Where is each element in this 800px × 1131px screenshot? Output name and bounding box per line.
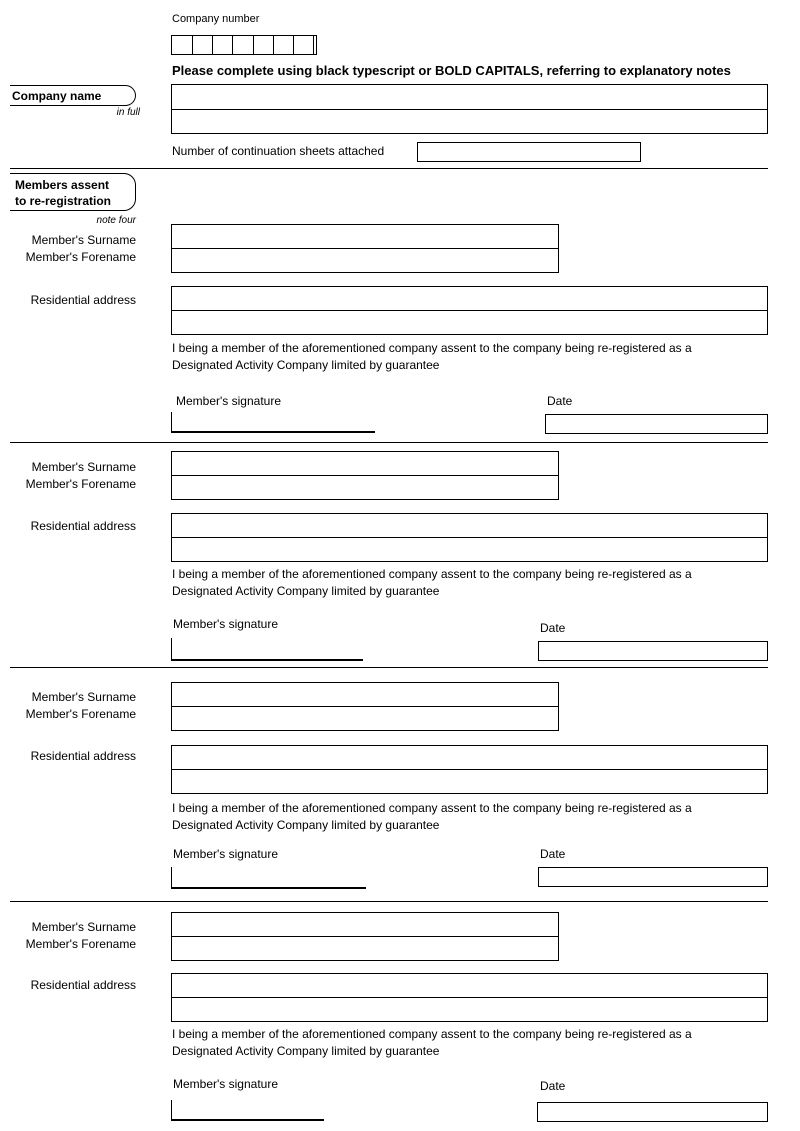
- member-1-name-field[interactable]: [171, 224, 559, 273]
- company-name-field[interactable]: [171, 84, 768, 134]
- section-title-line1: Members assent: [15, 178, 110, 192]
- member-2-surname-label: Member's Surname: [31, 460, 136, 474]
- member-3-signature-label: Member's signature: [173, 847, 278, 861]
- member-1-signature-field[interactable]: [171, 412, 375, 432]
- member-divider: [10, 901, 768, 902]
- member-1-assent-line1: I being a member of the aforementioned company assent to the company being re-registered as a: [172, 341, 692, 355]
- member-1-assent-line2: Designated Activity Company limited by guarantee: [172, 358, 440, 372]
- member-2-date-label: Date: [540, 621, 566, 635]
- company-name-note: in full: [116, 107, 140, 118]
- member-4-name-field[interactable]: [171, 912, 559, 961]
- member-3-address-label: Residential address: [30, 749, 136, 763]
- company-number-field[interactable]: [171, 35, 317, 55]
- member-4-surname-label: Member's Surname: [31, 920, 136, 934]
- member-3-name-field[interactable]: [171, 682, 559, 731]
- member-2-signature-label: Member's signature: [173, 617, 278, 631]
- company-name-tab: [10, 85, 136, 106]
- member-1-forename-label: Member's Forename: [25, 250, 136, 264]
- section-note: note four: [96, 215, 136, 226]
- member-2-signature-field[interactable]: [171, 638, 363, 660]
- member-4-address-field[interactable]: [171, 973, 768, 1022]
- member-4-date-field[interactable]: [537, 1102, 768, 1122]
- member-3-address-field[interactable]: [171, 745, 768, 794]
- member-divider: [10, 442, 768, 443]
- member-2-forename-label: Member's Forename: [25, 477, 136, 491]
- member-1-address-label: Residential address: [30, 293, 136, 307]
- member-1-address-field[interactable]: [171, 286, 768, 335]
- member-2-name-field[interactable]: [171, 451, 559, 500]
- continuation-sheets-field[interactable]: [417, 142, 641, 162]
- member-4-signature-field[interactable]: [171, 1100, 324, 1120]
- members-assent-tab: [10, 173, 136, 211]
- member-4-address-label: Residential address: [30, 978, 136, 992]
- member-2-address-field[interactable]: [171, 513, 768, 562]
- company-number-label: Company number: [172, 13, 260, 25]
- member-2-address-label: Residential address: [30, 519, 136, 533]
- member-3-date-label: Date: [540, 847, 566, 861]
- instruction-text: Please complete using black typescript or BOLD CAPITALS, referring to explanatory notes: [172, 63, 731, 78]
- member-2-assent-line1: I being a member of the aforementioned company assent to the company being re-registered as a: [172, 567, 692, 581]
- member-2-assent-line2: Designated Activity Company limited by guarantee: [172, 584, 440, 598]
- section-divider: [10, 168, 768, 169]
- company-name-label: Company name: [12, 89, 102, 103]
- member-3-date-field[interactable]: [538, 867, 768, 887]
- member-divider: [10, 667, 768, 668]
- member-4-assent-line1: I being a member of the aforementioned company assent to the company being re-registered as a: [172, 1027, 692, 1041]
- member-3-surname-label: Member's Surname: [31, 690, 136, 704]
- member-3-assent-line2: Designated Activity Company limited by guarantee: [172, 818, 440, 832]
- continuation-sheets-label: Number of continuation sheets attached: [172, 144, 385, 158]
- member-4-assent-line2: Designated Activity Company limited by guarantee: [172, 1044, 440, 1058]
- member-4-signature-label: Member's signature: [173, 1077, 278, 1091]
- section-title-line2: to re-registration: [15, 194, 112, 208]
- member-1-signature-label: Member's signature: [176, 394, 281, 408]
- member-3-signature-field[interactable]: [171, 867, 366, 888]
- member-4-forename-label: Member's Forename: [25, 937, 136, 951]
- member-4-date-label: Date: [540, 1079, 566, 1093]
- member-3-forename-label: Member's Forename: [25, 707, 136, 721]
- member-1-date-field[interactable]: [545, 414, 768, 434]
- member-1-surname-label: Member's Surname: [31, 233, 136, 247]
- member-3-assent-line1: I being a member of the aforementioned company assent to the company being re-registered as a: [172, 801, 692, 815]
- member-1-date-label: Date: [547, 394, 573, 408]
- member-2-date-field[interactable]: [538, 641, 768, 661]
